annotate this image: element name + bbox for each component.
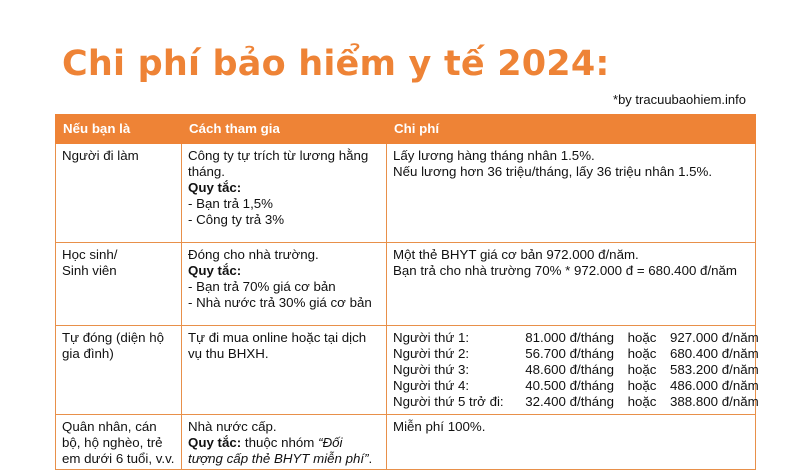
cost-line: Bạn trả cho nhà trường 70% * 972.000 đ = 680.400 đ/năm [393, 263, 738, 278]
fee-or: hoặc [627, 346, 657, 361]
fee-monthly: 40.500 đ/tháng [525, 378, 614, 393]
fee-monthly: 48.600 đ/tháng [525, 362, 614, 377]
cell-how [182, 243, 387, 326]
fee-monthly: 56.700 đ/tháng [525, 346, 614, 361]
header-how: Cách tham gia [182, 115, 387, 144]
table-row [56, 243, 756, 326]
cell-cost [387, 243, 756, 326]
fee-line [393, 378, 759, 394]
how-text: Đóng cho nhà trường. [188, 247, 319, 262]
fee-person: Người thứ 2: [393, 346, 470, 361]
table-row [56, 326, 756, 415]
rule-item: - Bạn trả 70% giá cơ bản [188, 279, 336, 294]
rule-label: Quy tắc: [188, 263, 242, 278]
header-cost: Chi phí [387, 115, 756, 144]
cell-who: Quân nhân, cán bộ, hộ nghèo, trẻ em dưới 6 tuổi, v.v. [56, 415, 182, 470]
rule-end: . [368, 451, 373, 466]
rule-label: Quy tắc: [188, 180, 242, 195]
cell-cost [387, 326, 759, 415]
source-credit: *by tracuubaohiem.info [613, 92, 746, 107]
how-text: Nhà nước cấp. [188, 419, 277, 434]
who-line: Sinh viên [62, 263, 117, 278]
fee-or: hoặc [627, 330, 657, 345]
fee-yearly: 680.400 đ/năm [670, 346, 759, 361]
fee-or: hoặc [627, 394, 657, 409]
fee-person: Người thứ 4: [393, 378, 470, 393]
cell-how [182, 415, 387, 470]
fee-yearly: 486.000 đ/năm [670, 378, 759, 393]
fee-person: Người thứ 3: [393, 362, 470, 377]
table-row [56, 415, 756, 470]
fee-or: hoặc [627, 378, 657, 393]
table-header-row [56, 115, 756, 144]
fee-monthly: 81.000 đ/tháng [525, 330, 614, 345]
cell-who [56, 243, 182, 326]
page-title: Chi phí bảo hiểm y tế 2024: [62, 44, 610, 84]
cell-who: Tự đóng (diện hộ gia đình) [56, 326, 182, 415]
cost-line: Một thẻ BHYT giá cơ bản 972.000 đ/năm. [393, 247, 639, 262]
rule-item: - Công ty trả 3% [188, 212, 285, 227]
fee-line [393, 330, 759, 346]
fee-person: Người thứ 5 trở đi: [393, 394, 504, 409]
fee-monthly: 32.400 đ/tháng [525, 394, 614, 409]
fee-line [393, 394, 759, 410]
fee-or: hoặc [627, 362, 657, 377]
rule-sentence [188, 435, 380, 467]
how-text: Công ty tự trích từ lương hằng tháng. [188, 148, 369, 179]
rule-item: - Bạn trả 1,5% [188, 196, 273, 211]
fee-yearly: 927.000 đ/năm [670, 330, 759, 345]
rule-item: - Nhà nước trả 30% giá cơ bản [188, 295, 372, 310]
cell-how [182, 144, 387, 243]
fee-person: Người thứ 1: [393, 330, 470, 345]
cost-line: Lấy lương hàng tháng nhân 1.5%. [393, 148, 595, 163]
fee-line [393, 346, 759, 362]
cost-line: Miễn phí 100%. [393, 419, 486, 434]
cell-how: Tự đi mua online hoặc tại dịch vụ thu BHXH. [182, 326, 387, 415]
cell-cost [387, 415, 756, 470]
insurance-cost-table [55, 114, 759, 470]
cell-who: Người đi làm [56, 144, 182, 243]
fee-line [393, 362, 759, 378]
rule-group-name: “Đối tượng cấp thẻ BHYT miễn phí” [188, 435, 369, 466]
fee-yearly: 388.800 đ/năm [670, 394, 759, 409]
header-who: Nếu bạn là [56, 115, 182, 144]
cost-line: Nếu lương hơn 36 triệu/tháng, lấy 36 triệu nhân 1.5%. [393, 164, 713, 179]
fee-yearly: 583.200 đ/năm [670, 362, 759, 377]
rule-text: thuộc nhóm [241, 435, 319, 450]
who-line: Học sinh/ [62, 247, 118, 262]
rule-label: Quy tắc: [188, 435, 242, 450]
cell-cost [387, 144, 756, 243]
table-row [56, 144, 756, 243]
